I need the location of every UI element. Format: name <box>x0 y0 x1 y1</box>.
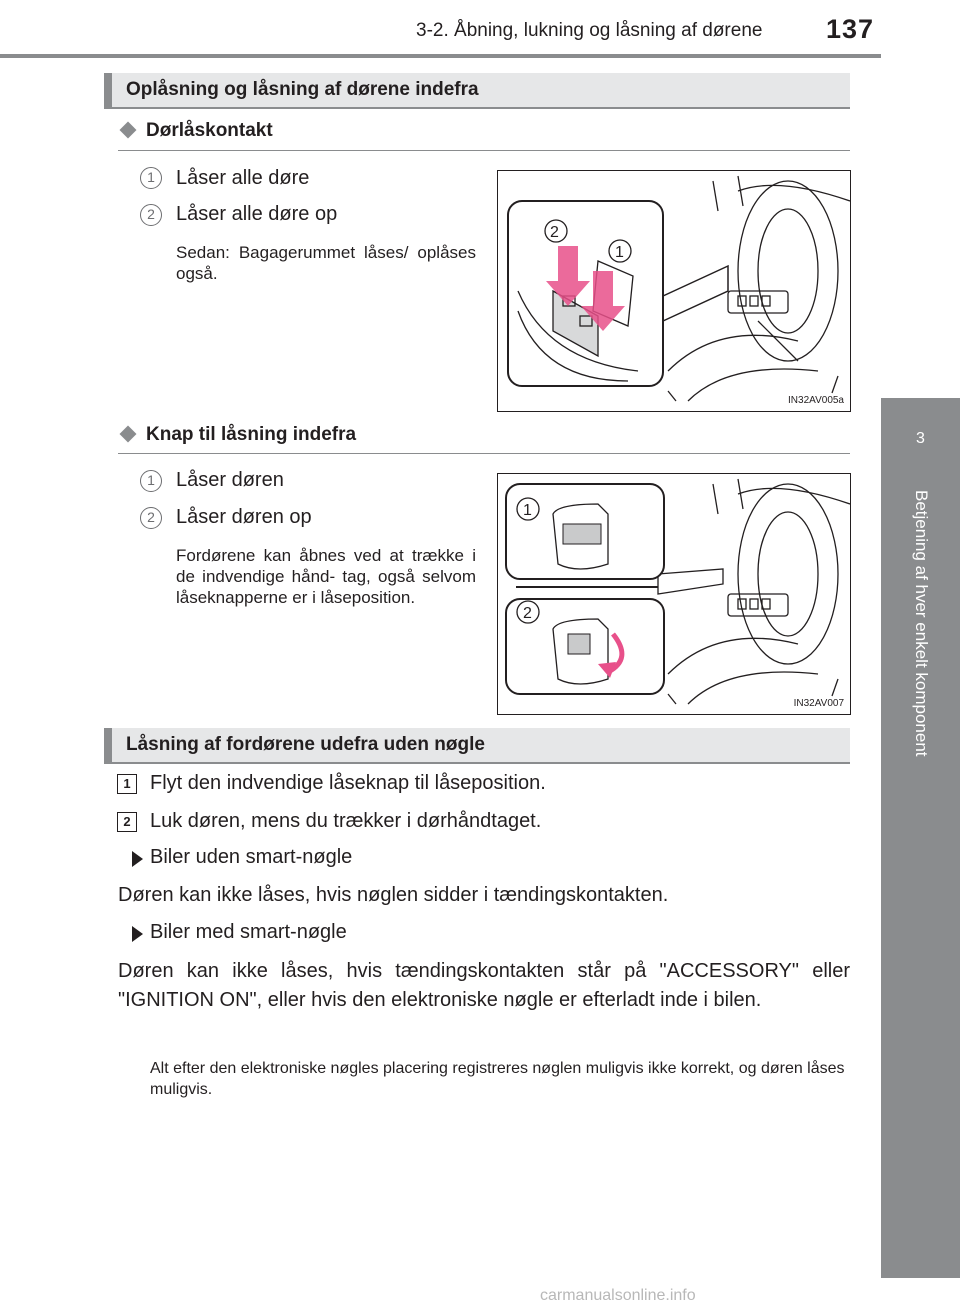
diamond-bullet-icon <box>120 425 137 442</box>
item-number-circle: 1 <box>140 470 162 492</box>
triangle-bullet-icon <box>132 851 143 867</box>
step-number-box: 1 <box>117 774 137 794</box>
chapter-title: 3-2. Åbning, lukning og låsning af dørene <box>416 20 763 41</box>
chapter-label: Betjening af hver enkelt komponent <box>911 490 931 757</box>
image-id: IN32AV005a <box>788 395 844 406</box>
illustration-drawing <box>498 171 850 411</box>
illustration-drawing <box>498 474 850 714</box>
callout-2: 2 <box>550 224 559 241</box>
item-number-circle: 2 <box>140 507 162 529</box>
header-rule <box>0 54 881 58</box>
item-number-circle: 2 <box>140 204 162 226</box>
section-marker <box>104 73 112 107</box>
case-text: Døren kan ikke låses, hvis tændingskontakten står på "ACCESSORY" eller "IGNITION ON", eller hvis den elektroniske nøgle er efterladt inde i bilen. <box>118 960 850 1011</box>
case-title: Biler med smart-nøgle <box>150 921 347 943</box>
section-title: Oplåsning og låsning af dørene indefra <box>126 79 479 100</box>
callout-1: 1 <box>523 502 532 519</box>
item-text: Låser alle døre <box>176 167 310 189</box>
subheading-rule <box>118 150 850 151</box>
inside-lock-button-illustration <box>497 473 851 715</box>
item-text: Låser døren op <box>176 506 312 528</box>
subheading-text: Knap til låsning indefra <box>146 424 357 445</box>
section-marker <box>104 728 112 762</box>
step-text: Flyt den indvendige låseknap til låseposition. <box>150 772 546 794</box>
item-note: Sedan: Bagagerummet låses/ oplåses også. <box>176 243 476 283</box>
case-text: Døren kan ikke låses, hvis nøglen sidder i tændingskontakten. <box>118 884 669 906</box>
subheading-inside-lock-button <box>118 424 356 446</box>
item-number-circle: 1 <box>140 167 162 189</box>
door-lock-switch-illustration <box>497 170 851 412</box>
chapter-label-container <box>881 490 960 810</box>
case-note: Alt efter den elektroniske nøgles placering registreres nøglen muligvis ikke korrekt, og døren låses muligvis. <box>150 1060 845 1098</box>
subheading-rule <box>118 453 850 454</box>
callout-2: 2 <box>523 605 532 622</box>
step-number-box: 2 <box>117 812 137 832</box>
case-title: Biler uden smart-nøgle <box>150 846 353 868</box>
item-note: Fordørene kan åbnes ved at trække i de indvendige hånd- tag, også selvom låseknapperne er i låseposition. <box>176 546 476 607</box>
chapter-number: 3 <box>916 430 925 447</box>
footer-watermark: carmanualsonline.info <box>540 1287 696 1304</box>
page-number: 137 <box>826 14 875 44</box>
section-heading-lock-outside <box>104 728 850 764</box>
step-text: Luk døren, mens du trækker i dørhåndtaget. <box>150 810 542 832</box>
item-text: Låser døren <box>176 469 284 491</box>
section-heading-unlock-inside <box>104 73 850 109</box>
subheading-text: Dørlåskontakt <box>146 120 273 141</box>
triangle-bullet-icon <box>132 926 143 942</box>
item-text: Låser alle døre op <box>176 203 338 225</box>
diamond-bullet-icon <box>120 121 137 138</box>
subheading-door-lock-switch <box>118 120 273 142</box>
section-title: Låsning af fordørene udefra uden nøgle <box>126 734 485 755</box>
image-id: IN32AV007 <box>793 698 844 709</box>
callout-1: 1 <box>615 244 624 261</box>
